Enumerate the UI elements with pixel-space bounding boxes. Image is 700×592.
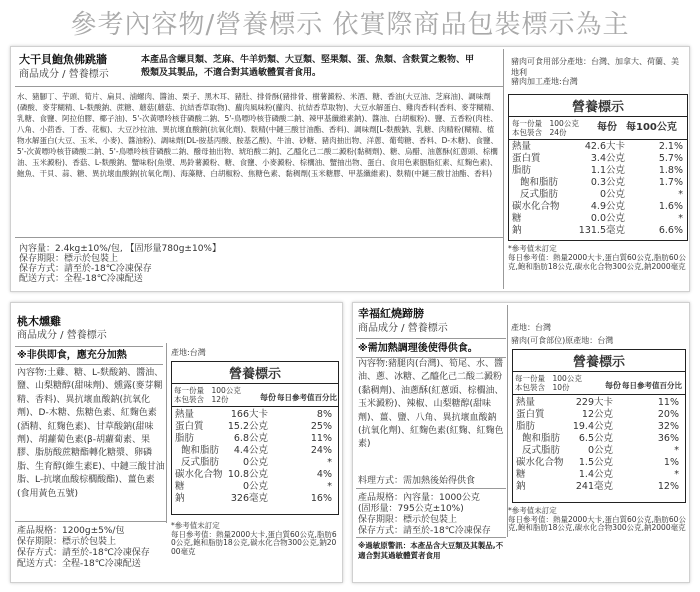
product-title: 桃木燻雞 (17, 315, 61, 328)
origin: 產地:台灣 (171, 348, 206, 357)
nutrition-row (172, 481, 338, 493)
nutrient-percent: 20% (657, 409, 679, 420)
nutrient-percent: 1% (663, 457, 679, 468)
nutrition-row (509, 201, 687, 213)
cooking-method: 料理方式：需加熱後始得供食 (358, 476, 476, 486)
nutrition-title: 營養標示 (172, 362, 338, 384)
reference-note: *參考值未訂定 每日參考值：熱量2000大卡,蛋白質60公克,脂肪60公克,飽和脂肪18公克,碳水化合物300公克,鈉2000毫克 (171, 521, 337, 556)
serving-size: 每一份量 100公克 (515, 374, 582, 383)
nutrient-percent: 16% (310, 493, 332, 504)
nutrient-percent: * (678, 189, 683, 200)
product-title: 幸福紅燒蹄膀 (358, 307, 424, 320)
nutrition-row (513, 409, 685, 421)
storage-method: 保存方式：請至於-18℃冷凍保存 (17, 548, 150, 558)
nutrition-row (513, 481, 685, 493)
nutrient-name: 反式脂肪 (520, 189, 559, 200)
nutrient-per-serving: 241毫克 (575, 481, 613, 492)
page-header: 參考內容物/營養標示 依實際商品包裝標示為主 (70, 10, 630, 40)
servings-per-pack: 本包裝含 10份 (515, 383, 570, 392)
nutrient-percent: 11% (657, 397, 679, 408)
nutrition-row (509, 189, 687, 201)
nutrient-percent: 24% (310, 445, 332, 456)
nutrient-name: 碳水化合物 (516, 457, 564, 468)
shelf-life: 保存期限：標示於包裝上 (17, 537, 117, 547)
nutrient-name: 鈉 (516, 481, 526, 492)
product-spec: 產品規格：1200g±5%/包 (17, 526, 125, 536)
nutrient-name: 糖 (175, 481, 185, 492)
nutrition-row (172, 457, 338, 469)
column-daily-value: 每日參考值百分比 (622, 381, 682, 390)
nutrition-table (512, 349, 686, 503)
nutrient-percent: 36% (657, 433, 679, 444)
nutrient-name: 碳水化合物 (175, 469, 223, 480)
product-card-braised-pork (352, 302, 690, 583)
shelf-life: 保存期限：標示於包裝上 (358, 515, 458, 525)
nutrient-name: 熱量 (175, 409, 195, 420)
nutrition-row (509, 153, 687, 165)
nutrition-row (172, 469, 338, 481)
column-daily-value: 每日參考值百分比 (277, 393, 337, 402)
nutrient-percent: * (674, 469, 679, 480)
nutrient-per-serving: 10.8公克 (227, 469, 268, 480)
nutrient-percent: 32% (657, 421, 679, 432)
column-per-serving: 每份 (597, 122, 617, 133)
serving-size: 每一份量 100公克 (174, 386, 241, 395)
nutrient-per-serving: 0公克 (599, 189, 625, 200)
product-card-buddha-jumps (10, 46, 690, 292)
column-per-serving: 每份 (605, 381, 621, 390)
nutrition-row (172, 445, 338, 457)
nutrient-percent: 1.7% (658, 177, 683, 188)
nutrient-percent: 1.8% (658, 165, 683, 176)
nutrition-table (171, 361, 339, 515)
origin: 產地：台灣 (511, 323, 551, 332)
pork-origin: 豬肉可食用部分產地：台灣、加拿大、荷蘭、美地利 (511, 57, 679, 77)
nutrient-per-serving: 1.5公克 (578, 457, 613, 468)
nutrition-row (509, 165, 687, 177)
nutrition-row (509, 141, 687, 153)
nutrition-row (509, 177, 687, 189)
nutrient-per-serving: 1.4公克 (578, 469, 613, 480)
product-subtitle: 商品成分 / 營養標示 (358, 323, 448, 334)
nutrient-percent: 8% (316, 409, 332, 420)
nutrition-table (508, 94, 688, 241)
net-content: 內容量：2.4kg±10%/包, 【固形量780g±10%】 (19, 244, 221, 254)
nutrient-name: 脂肪 (175, 433, 195, 444)
solid-weight: (固形量：795公克±10%) (358, 504, 464, 514)
nutrient-percent: * (327, 481, 332, 492)
nutrient-percent: 5.7% (658, 153, 683, 164)
nutrient-name: 蛋白質 (512, 153, 541, 164)
nutrient-per-serving: 0公克 (587, 445, 613, 456)
nutrient-percent: 1.6% (658, 201, 683, 212)
nutrition-row (172, 409, 338, 421)
nutrient-name: 飽和脂肪 (522, 433, 561, 444)
nutrient-name: 蛋白質 (175, 421, 204, 432)
nutrient-percent: * (678, 213, 683, 224)
nutrient-per-serving: 0公克 (242, 481, 268, 492)
nutrient-name: 蛋白質 (516, 409, 545, 420)
nutrient-per-serving: 3.4公克 (590, 153, 625, 164)
nutrient-per-serving: 4.4公克 (233, 445, 268, 456)
nutrition-row (513, 445, 685, 457)
serving-size: 每一份量 100公克 (512, 119, 579, 128)
nutrient-percent: 25% (310, 421, 332, 432)
nutrient-per-serving: 19.4公克 (572, 421, 613, 432)
storage-method: 保存方式：請至於-18℃冷凍保存 (358, 526, 491, 536)
nutrient-name: 碳水化合物 (512, 201, 560, 212)
product-spec: 產品規格：內容量：1000公克 (358, 493, 480, 503)
nutrient-name: 反式脂肪 (522, 445, 561, 456)
delivery-method: 配送方式：全程-18℃冷凍配送 (17, 559, 141, 569)
nutrition-row (513, 457, 685, 469)
nutrient-percent: 11% (310, 433, 332, 444)
nutrient-name: 飽和脂肪 (181, 445, 220, 456)
nutrient-name: 糖 (512, 213, 522, 224)
nutrition-row (509, 213, 687, 225)
nutrient-per-serving: 6.8公克 (233, 433, 268, 444)
heating-warning: ※非供即食，應充分加熱 (17, 350, 127, 361)
nutrient-name: 鈉 (175, 493, 185, 504)
ingredient-list: 水、豬腳丁、芋頭、筍片、扁貝、滷螺肉、醬油、栗子、黑木耳、豬肚、排骨酥(豬排骨、樹薯澱粉、米酒、糖、香油(大豆油、芝麻油)、調味劑(磷酸、麥芽糊精、L-麩酸鈉、蔗糖、蘑菇(蘑菇、抗結香草取物)、蘿肉風味粉(蘿肉、抗結香草取物)、大豆水解蛋白、雞肉香料(香料、麥芽糊精、乳糖、食鹽、阿拉伯膠、椰子油)、5'-次黃嘌呤核苷磷酸二鈉、5'-鳥嘌呤核苷磷酸二鈉、辣甲基纖維素鈉)、醬油、白胡椒粉)、鹽、五香粉(肉桂、八角、小茴香、丁香、花椒)、大豆沙拉油、異抗壞血酸鈉(抗氧化劑)、麩精(中鏈三酸甘油酯、香料)、調味劑[L-麩酸鈉、乳糖、肉精粉(糊精、植物水解蛋白(大豆、玉米、小麥)、醬油粉)、調味劑(DL-胺基丙酸、胺基乙酸)、牛油、砂糖、豬肉抽出物、洋蔥、葡萄糖、香料、D-木糖)、食鹽、5'-次黃嘌呤核苷磷酸二鈉、5'-鳥嘌呤核苷磷酸二鈉、醱母抽出物、琥珀酸二鈉]、乙醯化己二酸二澱粉(黏稠劑)、糖、烏醋、油蔥酥(紅蔥頭、棕櫚油、玉米澱粉)、香菇、L-麩酸鈉、蟹味粉(魚漿、馬鈴薯澱粉、糖、食鹽、小麥澱粉、棕櫚油、蟹抽出物、蛋白、食用色素胭脂紅素、紅麴色素)、鮑魚、干貝、蒜、糖、異抗壞血酸鈉(抗氧化劑)、海藻糖、白胡椒粉、焦糖色素、黏稠劑(玉米糖膠、甲基纖維素)、麩精(中鏈三酸甘油酯、香料) (17, 92, 499, 178)
storage-method: 保存方式：請至於-18℃冷凍保存 (19, 264, 152, 274)
pork-origin: 豬肉(可食部位)原產地：台灣 (511, 336, 614, 345)
nutrient-name: 飽和脂肪 (520, 177, 559, 188)
nutrient-percent: 12% (657, 481, 679, 492)
reference-note: *參考值未訂定 每日參考值：熱量2000大卡,蛋白質60公克,脂肪60公克,飽和脂肪18公克,碳水化合物300公克,鈉2000毫克 (508, 244, 686, 271)
nutrition-row (172, 421, 338, 433)
nutrient-per-serving: 0.3公克 (590, 177, 625, 188)
nutrient-per-serving: 42.6大卡 (584, 141, 625, 152)
nutrient-percent: 2.1% (658, 141, 683, 152)
nutrition-row (513, 397, 685, 409)
nutrient-per-serving: 166大卡 (230, 409, 268, 420)
nutrition-row (513, 421, 685, 433)
column-per-100g: 每100公克 (626, 122, 677, 133)
product-subtitle: 商品成分 / 營養標示 (19, 69, 109, 80)
servings-per-pack: 本包裝含 12份 (174, 395, 229, 404)
nutrient-per-serving: 12公克 (581, 409, 613, 420)
column-per-serving: 每份 (260, 393, 276, 402)
pork-processing-origin: 豬肉加工產地:台灣 (511, 77, 578, 86)
heating-warning: ※需加熱調理後使得供食。 (358, 343, 478, 354)
nutrition-row (172, 493, 338, 505)
nutrition-row (509, 225, 687, 237)
delivery-method: 配送方式：全程-18℃冷凍配送 (19, 274, 143, 284)
reference-note: *參考值未訂定 每日參考值：熱量2000大卡,蛋白質60公克,脂肪60公克,飽和脂肪18公克,碳水化合物300公克,鈉2000毫克 (508, 506, 686, 532)
nutrient-per-serving: 326毫克 (230, 493, 268, 504)
nutrient-percent: * (327, 457, 332, 468)
ingredient-list: 內容物:豬腿肉(台灣)、筍尾、水、醬油、蔥、冰糖、乙醯化己二酸二澱粉(黏稠劑)、油蔥酥(紅蔥頭、棕櫚油、玉米澱粉)、辣椒、山梨糖醇(甜味劑)、薑、鹽、八角、異抗壞血酸鈉(抗氧化劑)、紅麴色素(紅麴、紅麴色素) (358, 359, 504, 450)
nutrient-percent: 6.6% (658, 225, 683, 236)
nutrition-row (513, 469, 685, 481)
nutrition-title: 營養標示 (513, 350, 685, 372)
nutrient-name: 鈉 (512, 225, 522, 236)
nutrient-name: 脂肪 (512, 165, 532, 176)
nutrient-per-serving: 6.5公克 (578, 433, 613, 444)
product-title: 大干貝鮑魚佛跳牆 (19, 53, 107, 66)
allergen-warning: ※過敏原警訊：本產品含大豆類及其製品,不適合對其過敏體質者食用 (358, 541, 504, 560)
allergen-warning: 本產品含螺貝類、芝麻、牛羊奶類、大豆類、堅果類、蛋、魚類、含麩質之穀物、甲殼類及其製品，不適合對其過敏體質者食用。 (141, 55, 475, 78)
nutrient-percent: 4% (316, 469, 332, 480)
nutrient-per-serving: 131.5毫克 (578, 225, 625, 236)
product-subtitle: 商品成分 / 營養標示 (17, 330, 107, 341)
nutrient-name: 熱量 (512, 141, 532, 152)
nutrition-row (513, 433, 685, 445)
nutrient-name: 糖 (516, 469, 526, 480)
nutrition-title: 營養標示 (509, 95, 687, 117)
nutrient-per-serving: 1.1公克 (590, 165, 625, 176)
nutrient-per-serving: 15.2公克 (227, 421, 268, 432)
nutrient-name: 熱量 (516, 397, 536, 408)
nutrition-row (172, 433, 338, 445)
nutrient-name: 反式脂肪 (181, 457, 220, 468)
ingredient-list: 內容物:土雞、糖、L-麩酸鈉、醬油、鹽、山梨糖醇(甜味劑)、燻露(麥芽糊精、香料)、異抗壞血酸鈉(抗氧化劑)、D-木糖、焦糖色素、紅麴色素(酒精、紅麴色素)、甘草酸鈉(甜味劑)、胡蘿蔔色素(β-胡蘿蔔素、果膠、脂肪酸蔗糖酯轉化糖漿、卵磷脂、生育醇(維生素E)、中鏈三酸甘油脂、L-抗壞血酸棕櫚酸酯)、薑色素(食用黃色五號) (17, 368, 165, 499)
nutrient-per-serving: 0公克 (242, 457, 268, 468)
nutrient-per-serving: 229大卡 (575, 397, 613, 408)
nutrient-name: 脂肪 (516, 421, 536, 432)
servings-per-pack: 本包裝含 24份 (512, 128, 567, 137)
product-card-smoked-chicken (10, 302, 343, 583)
nutrient-per-serving: 4.9公克 (590, 201, 625, 212)
nutrient-percent: * (674, 445, 679, 456)
shelf-life: 保存期限：標示於包裝上 (19, 254, 119, 264)
nutrient-per-serving: 0.0公克 (590, 213, 625, 224)
